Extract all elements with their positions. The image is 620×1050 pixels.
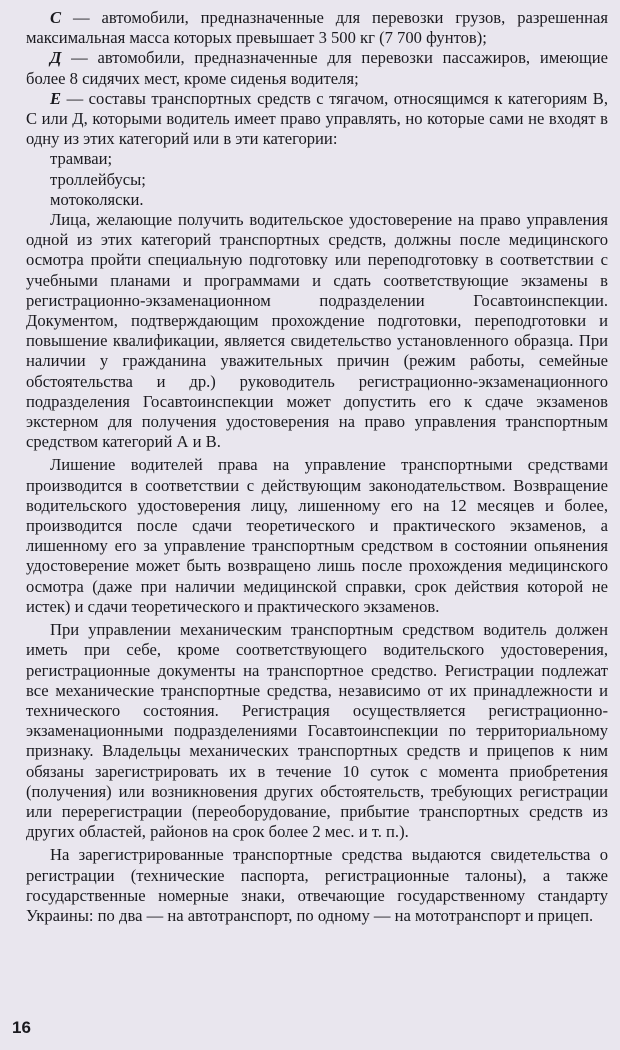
category-d-letter: Д: [50, 48, 62, 68]
list-item: троллейбусы;: [50, 169, 146, 189]
category-e-letter: Е: [50, 88, 62, 108]
paragraph-registration-documents: На зарегистрированные транспортные средства выдаются свидетельства о регистрации (технические паспорта, регистрационные талоны), а также государственные номерные знаки, отвечающие государственному стандарту Украины: по два — на автотранспорт, по одному — на мототранспорт и прицеп.: [26, 845, 608, 925]
paragraph-license-revocation: Лишение водителей права на управление транспортными средствами производится в соответствии с действующим законодательством. Возвращение водительского удостоверения лицу, лишенному его на 12 месяцев и более, производится после сдачи теоретического и практического экзаменов, а лишенному его за управление транспортным средством в состоянии опьянения удостоверение может быть возвращено лишь после прохождения медицинского осмотра (даже при наличии медицинской справки, срок действия которой не истек) и сдачи теоретического и практического экзаменов.: [26, 455, 608, 616]
list-item: трамваи;: [50, 149, 113, 169]
category-e-text: — составы транспортных средств с тягачом, относящимся к категориям В, С или Д, которыми водитель имеет право управлять, но которые сами не входят в одну из этих категорий или в эти категории:: [26, 88, 608, 149]
category-d: [26, 48, 608, 88]
category-e: [26, 89, 608, 150]
category-c-text: — автомобили, предназначенные для перевозки грузов, разрешенная максимальная масса которых превышает 3 500 кг (7 700 фунтов);: [26, 8, 608, 48]
category-d-text: — автомобили, предназначенные для перевозки пассажиров, имеющие более 8 сидячих мест, кроме сиденья водителя;: [26, 48, 608, 88]
category-c: [26, 8, 608, 48]
list-item: мотоколяски.: [50, 189, 144, 209]
paragraph-license-training: Лица, желающие получить водительское удостоверение на право управления одной из этих категорий транспортных средств, должны после медицинского осмотра пройти специальную подготовку или переподготовку в соответствии с учебными планами и программами и сдать соответствующие экзамены в регистрационно-экзаменационном подразделении Госавтоинспекции. Документом, подтверждающим прохождение подготовки, переподготовки и повышение квалификации, является свидетельство установленного образца. При наличии у гражданина уважительных причин (режим работы, семейные обстоятельства и др.) руководитель регистрационно-экзаменационного подразделения Госавтоинспекции может допустить его к сдаче экзаменов экстерном для получения удостоверения на право управления транспортным средством категорий А и В.: [26, 210, 608, 452]
paragraph-vehicle-registration: При управлении механическим транспортным средством водитель должен иметь при себе, кроме соответствующего водительского удостоверения, регистрационные документы на транспортное средство. Регистрации подлежат все механические транспортные средства, независимо от их принадлежности и технического состояния. Регистрация осуществляется регистрационно-экзаменационными подразделениями Госавтоинспекции по территориальному признаку. Владельцы механических транспортных средств и прицепов к ним обязаны зарегистрировать их в течение 10 суток с момента приобретения (получения) или возникновения других обстоятельств, требующих регистрации или перерегистрации (переоборудование, прибытие транспортных средств из других областей, районов на срок более 2 мес. и т. п.).: [26, 620, 608, 842]
category-c-letter: С: [50, 8, 62, 27]
page-number: 16: [12, 1018, 31, 1037]
